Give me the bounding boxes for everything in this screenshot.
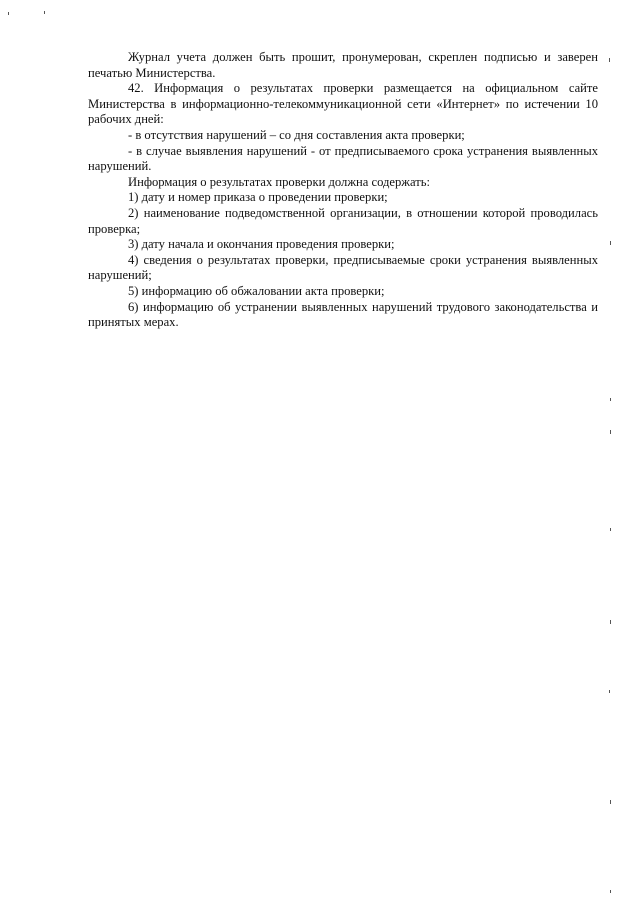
scan-speck (610, 241, 611, 245)
document-body (88, 50, 598, 331)
scan-speck (610, 430, 611, 434)
scan-speck (609, 58, 610, 62)
list-item-2: 2) наименование подведомственной организации, в отношении которой проводилась проверка; (88, 205, 598, 236)
scan-speck (609, 690, 610, 693)
list-item-1: 1) дату и номер приказа о проведении проверки; (128, 190, 388, 205)
scan-speck (610, 800, 611, 804)
list-item-6: 6) информацию об устранении выявленных нарушений трудового законодательства и принятых мерах. (88, 299, 598, 330)
scan-speck (44, 11, 45, 14)
paragraph-info-contents: Информация о результатах проверки должна содержать: (128, 174, 431, 189)
list-item-4: 4) сведения о результатах проверки, предписываемые сроки устранения выявленных нарушений; (88, 252, 598, 283)
scan-speck (610, 890, 611, 893)
scan-speck (610, 528, 611, 531)
list-item-5: 5) информацию об обжаловании акта проверки; (128, 283, 385, 298)
list-item-3: 3) дату начала и окончания проведения проверки; (128, 237, 395, 252)
scan-speck (8, 12, 9, 15)
paragraph-no-violations: - в отсутствия нарушений – со дня составления акта проверки; (128, 127, 465, 142)
paragraph-violations-found: - в случае выявления нарушений - от предписываемого срока устранения выявленных нарушений. (88, 143, 598, 174)
scan-speck (610, 398, 611, 401)
scan-speck (610, 620, 611, 624)
paragraph-item-42: 42. Информация о результатах проверки размещается на официальном сайте Министерства в информационно-телекоммуникационной сети «Интернет» по истечении 10 рабочих дней: (88, 81, 598, 127)
paragraph-journal: Журнал учета должен быть прошит, пронумерован, скреплен подписью и заверен печатью Министерства. (88, 50, 598, 80)
